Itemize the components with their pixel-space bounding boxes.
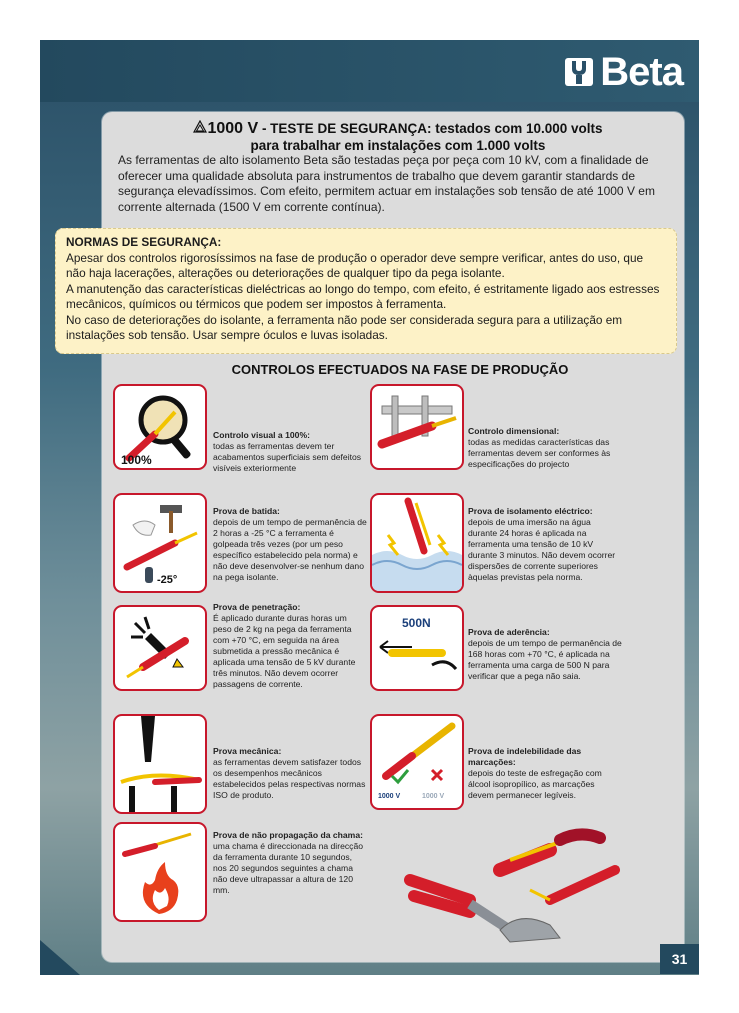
section-title: CONTROLOS EFECTUADOS NA FASE DE PRODUÇÃO <box>231 362 569 377</box>
flame-test-title: Prova de não propagação da chama: <box>213 830 363 840</box>
penetration-test-text: É aplicado durante duras horas um peso de 2 kg na pega da ferramenta com +70 °C, em seguida na área submetida a pressão mecânica é aplicada uma tensão de 5 kV durante três minutos. Não devem ocorrer passagens de corrente. <box>213 613 356 689</box>
mechanical-test-image <box>113 714 207 814</box>
penetration-test-title: Prova de penetração: <box>213 602 301 612</box>
adhesion-test-image <box>370 605 464 691</box>
brand-name: Beta <box>600 50 683 94</box>
mechanical-test-desc <box>213 746 367 801</box>
impact-test-desc <box>213 506 367 583</box>
visual-test-title: Controlo visual a 100%: <box>213 430 310 440</box>
norms-paragraph-2: A manutenção das características dieléctricas ao longo do tempo, com efeito, é estritamente ligado aos estresses mecânicos, químicos ou térmicos que podem ser impostos à ferramenta. <box>66 281 660 311</box>
indelibility-badge-right: 1000 V <box>422 793 445 800</box>
cross-icon <box>432 770 442 780</box>
penetration-test-desc <box>213 602 367 690</box>
beta-logo-icon <box>564 57 594 87</box>
norms-paragraph-1: Apesar dos controlos rigorosíssimos na fase de produção o operador deve sempre verificar, antes do uso, que não haja lacerações, alterações ou deteriorações de qualquer tipo da pega isolante. <box>66 250 644 280</box>
tools-photo <box>400 820 630 950</box>
title-line1: - TESTE DE SEGURANÇA: testados com 10.000 volts <box>258 121 603 136</box>
catalog-page <box>40 40 699 975</box>
penetration-test-image <box>113 605 207 691</box>
dimensional-test-image <box>370 384 464 470</box>
visual-test-text: todas as ferramentas devem ter acabamentos superficiais sem defeitos visíveis exteriormente <box>213 441 362 473</box>
impact-test-badge: -25° <box>157 574 178 586</box>
title-line2: para trabalhar em instalações com 1.000 volts <box>250 138 546 153</box>
adhesion-test-desc <box>468 627 622 682</box>
indelibility-test-image <box>370 714 464 810</box>
flame-test-desc <box>213 830 367 896</box>
title-voltage: 1000 V <box>207 120 259 137</box>
insulation-test-desc <box>468 506 622 583</box>
double-triangle-icon <box>193 120 207 134</box>
indelibility-test-text: depois do teste de esfregação com álcool isopropílico, as marcações devem permanecer legíveis. <box>468 768 602 800</box>
intro-paragraph: As ferramentas de alto isolamento Beta são testadas peça por peça com 10 kV, com a finalidade de oferecer uma qualidade absoluta para instrumentos de trabalho que devem garantir standards de segurança elevadíssimos. Com efeito, permitem actuar em instalações sob tensão de até 1000 V em corrente alternada (1500 V em corrente contínua). <box>118 153 655 214</box>
impact-test-text: depois de um tempo de permanência de 2 horas a -25 °C a ferramenta é golpeada três vezes (por um peso específico estabelecido pela norma) e não deve desenvolver-se nenhum dano na pega isolante. <box>213 517 367 582</box>
norms-heading: NORMAS DE SEGURANÇA: <box>66 235 222 249</box>
corner-decoration <box>40 940 80 975</box>
mechanical-test-title: Prova mecânica: <box>213 746 282 756</box>
impact-test-title: Prova de batida: <box>213 506 280 516</box>
safety-norms-box <box>55 228 677 354</box>
water-icon <box>372 551 462 591</box>
visual-test-badge: 100% <box>121 453 152 467</box>
dimensional-test-title: Controlo dimensional: <box>468 426 560 436</box>
visual-test-image <box>113 384 207 470</box>
visual-test-desc <box>213 430 367 474</box>
adhesion-test-badge: 500N <box>402 616 431 630</box>
hand-icon <box>432 662 456 669</box>
flame-test-image <box>113 822 207 922</box>
impact-test-image <box>113 493 207 593</box>
magnifier-icon <box>141 398 185 442</box>
norms-paragraph-3: No caso de deteriorações do isolante, a ferramenta não pode ser considerada segura para a utilização em instalações sob tensão. Usar sempre óculos e luvas isoladas. <box>66 312 623 342</box>
insulation-test-text: depois de uma imersão na água durante 24 horas é aplicada na ferramenta uma tensão de 10 kV durante 3 minutos. Não devem ocorrer dispersões de corrente superiores àquelas previstas pela norma. <box>468 517 616 582</box>
insulation-test-title: Prova de isolamento eléctrico: <box>468 506 593 516</box>
insulation-test-image <box>370 493 464 593</box>
adhesion-test-title: Prova de aderência: <box>468 627 550 637</box>
thermometer-icon <box>145 567 153 583</box>
indelibility-badge-left: 1000 V <box>378 793 401 800</box>
page-number: 31 <box>660 944 699 974</box>
indelibility-test-title: Prova de indelebilidade das marcações: <box>468 746 582 767</box>
mechanical-test-text: as ferramentas devem satisfazer todos os desempenhos mecânicos estabelecidos pelas respectivas normas ISO de produto. <box>213 757 366 800</box>
flame-test-text: uma chama é direccionada na direcção da ferramenta durante 10 segundos, nos 20 segundos seguintes a chama não deve ultrapassar a altura de 120 mm. <box>213 841 364 895</box>
indelibility-test-desc <box>468 746 622 801</box>
dimensional-test-desc <box>468 426 622 470</box>
page-title <box>168 120 628 154</box>
blade-icon <box>141 716 155 762</box>
adhesion-test-text: depois de um tempo de permanência de 168 horas com +70 °C, é aplicada na ferramenta uma carga de 500 N para verificar que a pega não saia. <box>468 638 622 681</box>
beta-logo <box>564 52 683 92</box>
dimensional-test-text: todas as medidas características das ferramentas devem ser conformes às especificações do projecto <box>468 437 611 469</box>
